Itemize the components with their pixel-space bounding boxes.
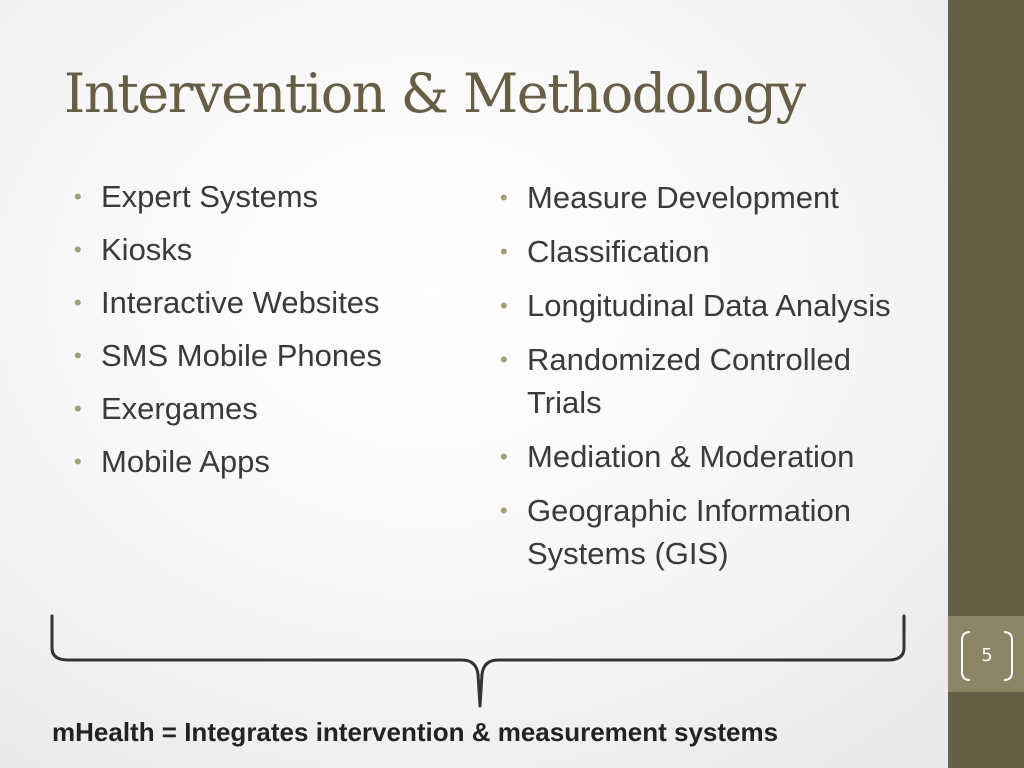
bullet-icon: •: [500, 239, 508, 264]
list-item-label: Classification: [527, 234, 710, 269]
intervention-list: [74, 176, 474, 494]
list-item-label: Expert Systems: [101, 179, 319, 214]
slide-title: Intervention & Methodology: [64, 62, 805, 125]
list-item: [74, 229, 474, 271]
bullet-icon: •: [500, 347, 508, 372]
bottom-note: mHealth = Integrates intervention & measurement systems: [52, 717, 779, 747]
bullet-icon: •: [74, 237, 82, 262]
list-item-label: SMS Mobile Phones: [101, 338, 382, 373]
list-item: [500, 435, 920, 478]
list-item: [74, 388, 474, 430]
bullet-icon: •: [74, 396, 82, 421]
list-item: [500, 230, 920, 273]
list-item-label: Interactive Websites: [101, 285, 380, 320]
bullet-icon: •: [500, 444, 508, 469]
bullet-icon: •: [74, 343, 82, 368]
list-item: [74, 441, 474, 483]
bullet-icon: •: [500, 498, 508, 523]
list-item-label: Exergames: [101, 391, 258, 426]
list-item: [500, 489, 920, 575]
methodology-list: [500, 176, 920, 586]
list-item-label: Randomized Controlled Trials: [527, 342, 851, 420]
list-item: [500, 284, 920, 327]
list-item-label: Geographic Information Systems (GIS): [527, 493, 851, 571]
curly-brace-icon: [40, 608, 920, 708]
list-item: [500, 338, 920, 424]
list-item: [74, 335, 474, 377]
list-item-label: Mobile Apps: [101, 444, 270, 479]
page-number: 5: [981, 645, 993, 666]
list-item: [74, 282, 474, 324]
list-item-label: Longitudinal Data Analysis: [527, 288, 891, 323]
bullet-icon: •: [500, 185, 508, 210]
list-item: [500, 176, 920, 219]
bullet-icon: •: [74, 449, 82, 474]
list-item-label: Mediation & Moderation: [527, 439, 855, 474]
list-item-label: Kiosks: [101, 232, 193, 267]
list-item: [74, 176, 474, 218]
list-item-label: Measure Development: [527, 180, 839, 215]
bullet-icon: •: [74, 184, 82, 209]
bullet-icon: •: [500, 293, 508, 318]
bullet-icon: •: [74, 290, 82, 315]
